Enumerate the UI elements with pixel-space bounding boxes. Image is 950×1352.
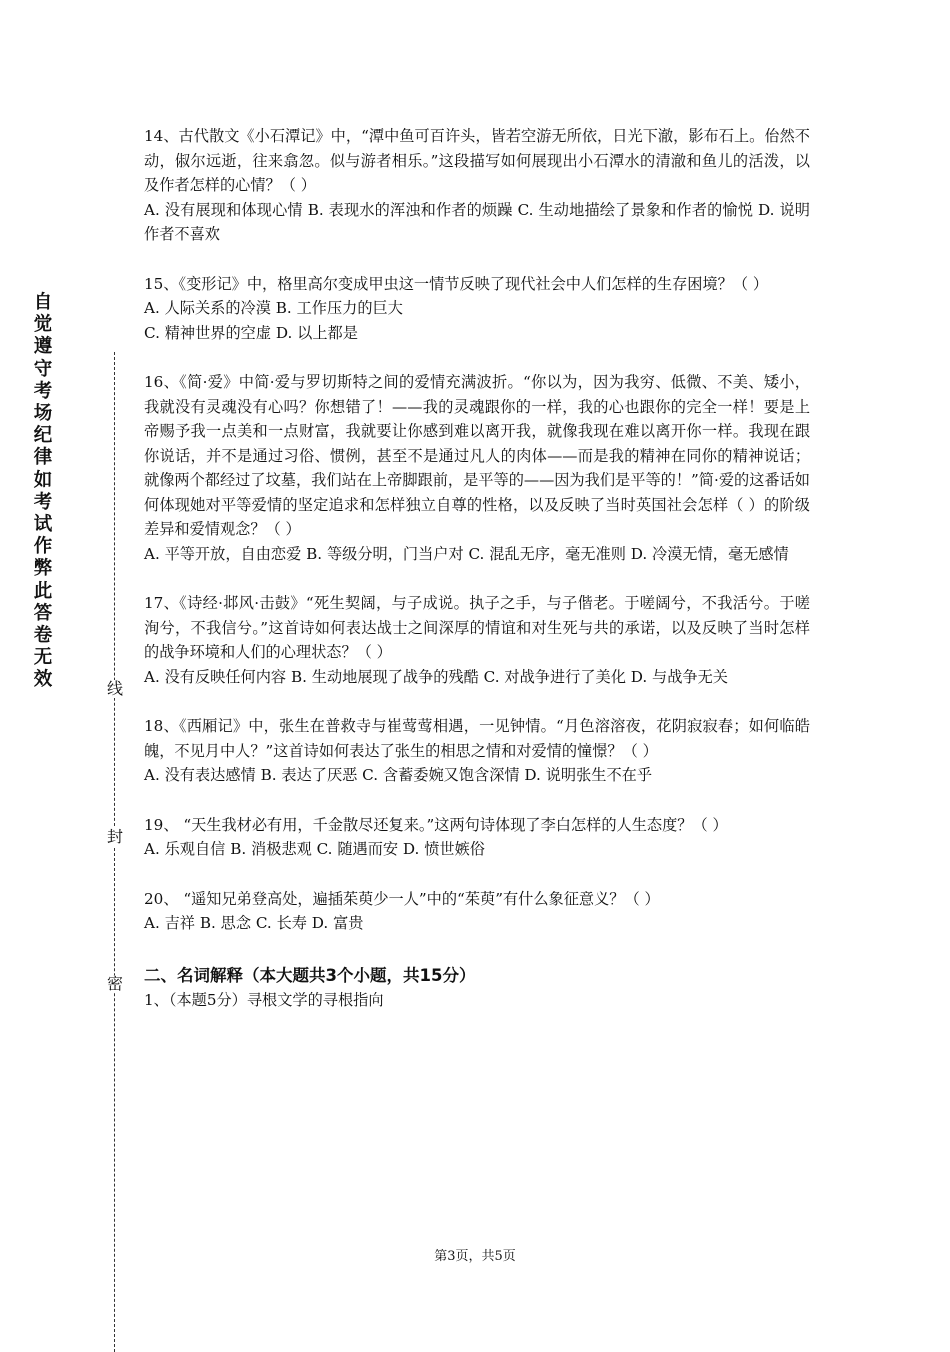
notice-char: 场 (33, 403, 53, 425)
question-stem: 17、《诗经·邶风·击鼓》“死生契阔，与子成说。执子之手，与子偕老。于嗟阔兮，不我活兮。于嗟洵兮，不我信兮。”这首诗如何表达战士之间深厚的情谊和对生死与共的承诺，以及反映了当时怎样的战争环境和人们的心理状态？（ ） (144, 594, 810, 661)
notice-char: 卷 (33, 625, 53, 647)
notice-char: 纪 (33, 425, 53, 447)
notice-char: 守 (33, 358, 53, 380)
notice-char: 弊 (33, 558, 53, 580)
notice-char: 效 (33, 669, 53, 691)
question-15 (144, 272, 810, 346)
question-options: A. 没有反映任何内容 B. 生动地展现了战争的残酷 C. 对战争进行了美化 D. 与战争无关 (144, 667, 728, 686)
question-stem: 14、古代散文《小石潭记》中，“潭中鱼可百许头，皆若空游无所依，日光下澈，影布石上。佁然不动，俶尔远逝，往来翕忽。似与游者相乐。”这段描写如何展现出小石潭水的清澈和鱼儿的活泼，以及作者怎样的心情？（ ） (144, 127, 810, 194)
question-options: C. 精神世界的空虚 D. 以上都是 (144, 323, 358, 342)
seal-char-secret: 密 (106, 974, 123, 993)
binding-notice (28, 292, 58, 692)
section-item: 1、（本题5分）寻根文学的寻根指向 (144, 990, 384, 1009)
question-stem: 18、《西厢记》中，张生在普救寺与崔莺莺相遇，一见钟情。“月色溶溶夜，花阴寂寂春；如何临皓魄，不见月中人？”这首诗如何表达了张生的相思之情和对爱情的憧憬？（ ） (144, 717, 810, 760)
seal-char-seal: 封 (106, 827, 123, 846)
notice-char: 觉 (33, 314, 53, 336)
question-14 (144, 124, 810, 247)
notice-char: 试 (33, 514, 53, 536)
page-footer: 第3页，共5页 (434, 1249, 516, 1264)
question-16 (144, 370, 810, 566)
exam-content (144, 124, 810, 1012)
question-19 (144, 813, 810, 862)
question-options: A. 人际关系的冷漠 B. 工作压力的巨大 (144, 299, 403, 317)
seal-char-line: 线 (106, 679, 123, 698)
question-stem: 15、《变形记》中，格里高尔变成甲虫这一情节反映了现代社会中人们怎样的生存困境？（ ） (144, 274, 769, 293)
question-stem: 16、《简·爱》中简·爱与罗切斯特之间的爱情充满波折。“你以为，因为我穷、低微、不美、矮小，我就没有灵魂没有心吗？你想错了！——我的灵魂跟你的一样，我的心也跟你的完全一样！要是上帝赐予我一点美和一点财富，我就要让你感到难以离开我，就像我现在难以离开你一样。我现在跟你说话，并不是通过习俗、惯例，甚至不是通过凡人的肉体——而是我的精神在同你的精神说话；就像两个都经过了坟墓，我们站在上帝脚跟前，是平等的——因为我们是平等的！”简·爱的这番话如何体现她对平等爱情的坚定追求和怎样独立自尊的性格，以及反映了当时英国社会怎样（ ）的阶级差异和爱情观念？（ ） (144, 373, 810, 538)
notice-char: 如 (33, 469, 53, 491)
notice-char: 律 (33, 447, 53, 469)
question-options: A. 乐观自信 B. 消极悲观 C. 随遇而安 D. 愤世嫉俗 (144, 840, 485, 858)
section-title: 二、名词解释（本大题共3个小题，共15分） (144, 965, 476, 985)
question-18 (144, 714, 810, 788)
notice-char: 此 (33, 580, 53, 602)
notice-char: 遵 (33, 336, 53, 358)
notice-char: 自 (33, 292, 53, 313)
question-17 (144, 591, 810, 689)
notice-char: 考 (33, 491, 53, 513)
question-options: A. 平等开放，自由恋爱 B. 等级分明，门当户对 C. 混乱无序，毫无准则 D. 冷漠无情，毫无感情 (144, 544, 789, 563)
question-options: A. 吉祥 B. 思念 C. 长寿 D. 富贵 (144, 914, 364, 932)
binding-dashed-line (114, 352, 115, 1352)
question-options: A. 没有表达感情 B. 表达了厌恶 C. 含蓄委婉又饱含深情 D. 说明张生不在乎 (144, 766, 653, 784)
notice-char: 作 (33, 536, 53, 558)
question-options: A. 没有展现和体现心情 B. 表现水的浑浊和作者的烦躁 C. 生动地描绘了景象和作者的愉悦 D. 说明作者不喜欢 (144, 200, 810, 243)
notice-char: 考 (33, 380, 53, 402)
notice-char: 答 (33, 602, 53, 624)
notice-char: 无 (33, 647, 53, 669)
question-stem: 19、 “天生我材必有用，千金散尽还复来。”这两句诗体现了李白怎样的人生态度？（ ） (144, 815, 728, 834)
question-20 (144, 887, 810, 936)
question-stem: 20、 “遥知兄弟登高处，遍插茱萸少一人”中的“茱萸”有什么象征意义？（ ） (144, 889, 660, 908)
